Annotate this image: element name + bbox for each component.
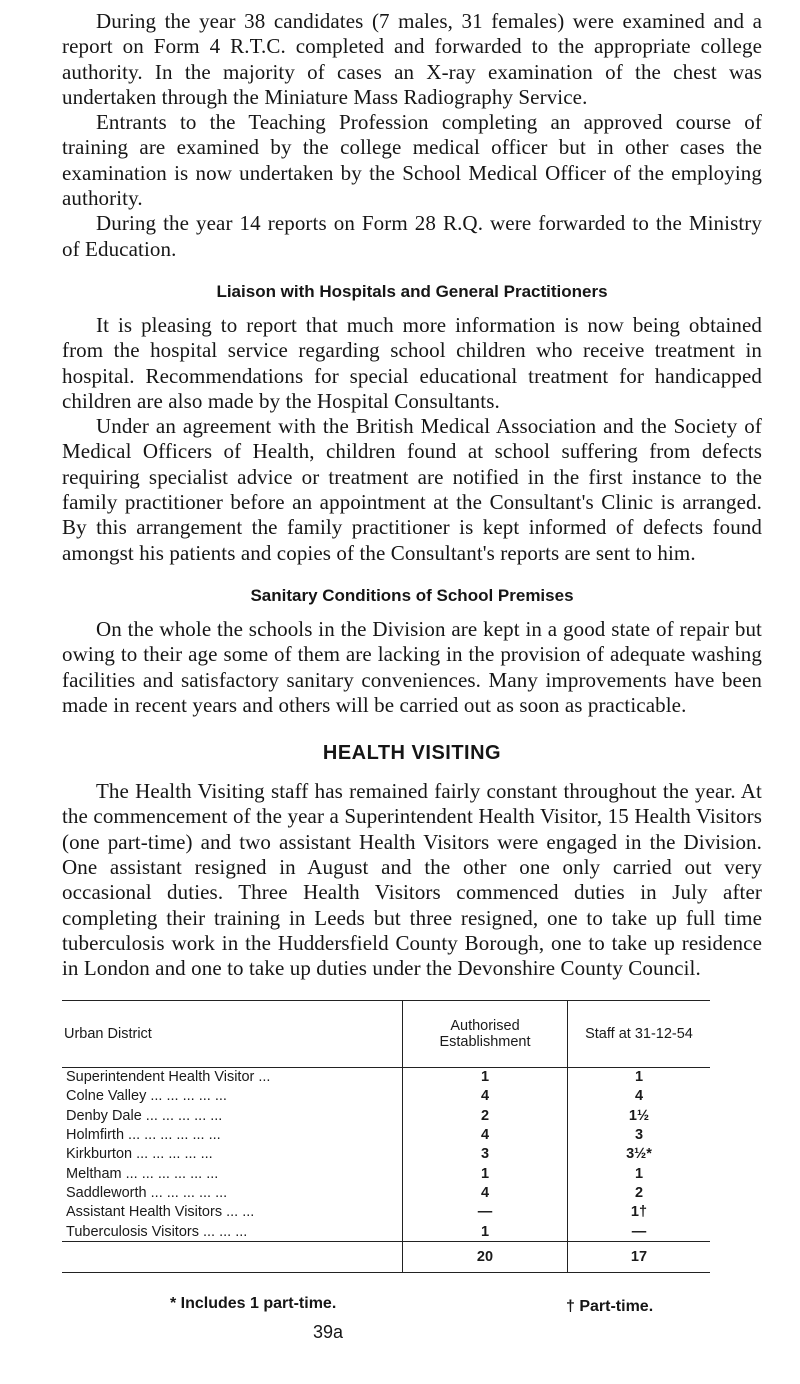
paragraph-staff: The Health Visiting staff has remained fairly constant throughout the year. At the commencement of the year a Superintendent Health Visitor, 15 Health Visitors (one part-time) and two assistant Health Visitors were engaged in the Division. One assistant resigned in August and the other one only carried out very occasional duties. Three Health Visitors commenced duties in July after completing their training in Leeds but three resigned, one to take up full time tuberculosis work in the Huddersfield County Borough, one to take up residence in London and one to take up duties under the Devonshire County Council.: [62, 779, 762, 981]
row-label: Kirkburton ... ... ... ... ...: [62, 1145, 403, 1164]
row-authorised: 2: [403, 1106, 568, 1125]
header-staff-at-date: Staff at 31-12-54: [568, 1000, 711, 1067]
heading-health-visiting: HEALTH VISITING: [322, 742, 502, 765]
table-header-row: [62, 1000, 710, 1067]
total-staff: 17: [568, 1242, 711, 1273]
table-row: [62, 1222, 710, 1242]
paragraph-agreement: Under an agreement with the British Medical Association and the Society of Medical Officers of Health, children found at school suffering from defects requiring specialist advice or treatment are notified in the first instance to the family practitioner before an appointment at the Consultant's Clinic is arranged. By this arrangement the family practitioner is kept informed of defects found amongst his patients and copies of the Consultant's reports are sent to him.: [62, 414, 762, 565]
paragraph-candidates: During the year 38 candidates (7 males, 31 females) were examined and a report on Form 4 R.T.C. completed and forwarded to the appropriate college authority. In the majority of cases an X-ray examination of the chest was undertaken through the Miniature Mass Radiography Service.: [62, 9, 762, 109]
paragraph-reports: During the year 14 reports on Form 28 R.Q. were forwarded to the Ministry of Education.: [62, 211, 762, 261]
table-total-row: [62, 1242, 710, 1273]
table-row: [62, 1106, 710, 1125]
row-label: Assistant Health Visitors ... ...: [62, 1203, 403, 1222]
row-authorised: 1: [403, 1164, 568, 1183]
table-row: [62, 1145, 710, 1164]
row-authorised: 1: [403, 1067, 568, 1087]
row-authorised: 3: [403, 1145, 568, 1164]
paragraph-schools: On the whole the schools in the Division are kept in a good state of repair but owing to their age some of them are lacking in the provision of adequate washing facilities and satisfactory sanitary conveniences. Many improvements have been made in recent years and others will be carried out as soon as practicable.: [62, 616, 762, 717]
heading-liaison: Liaison with Hospitals and General Practitioners: [216, 281, 608, 301]
row-label: Tuberculosis Visitors ... ... ...: [62, 1222, 403, 1242]
row-staff: 2: [634, 1184, 644, 1201]
row-label: Saddleworth ... ... ... ... ...: [62, 1183, 403, 1202]
page-number: 39a: [313, 1322, 344, 1342]
staff-table: [62, 1000, 710, 1274]
header-urban-district: Urban District: [62, 1000, 403, 1067]
row-staff: 3: [634, 1127, 644, 1144]
row-authorised: 4: [403, 1125, 568, 1144]
paragraph-hospital-info: It is pleasing to report that much more information is now being obtained from the hospital service regarding school children who receive treatment in hospital. Recommendations for special educational treatment for handicapped children are also made by the Hospital Consultants.: [62, 312, 762, 413]
heading-sanitary: Sanitary Conditions of School Premises: [250, 585, 574, 605]
row-label: Denby Dale ... ... ... ... ...: [62, 1106, 403, 1125]
row-authorised: 1: [403, 1222, 568, 1242]
row-staff: 1: [634, 1069, 644, 1086]
row-staff: 1: [634, 1165, 644, 1182]
row-label: Meltham ... ... ... ... ... ...: [62, 1164, 403, 1183]
total-label-cell: [62, 1242, 403, 1273]
header-authorised-establishment: Authorised Establishment: [403, 1000, 568, 1067]
table-row: [62, 1087, 710, 1106]
row-staff: 1½: [628, 1107, 650, 1124]
document-page: [62, 0, 762, 1273]
row-label: Superintendent Health Visitor ...: [62, 1067, 403, 1087]
total-authorised: 20: [403, 1242, 568, 1273]
row-staff: —: [631, 1223, 647, 1240]
row-staff: 3½*: [626, 1146, 652, 1163]
row-staff: 1†: [630, 1204, 648, 1221]
table-row: [62, 1067, 710, 1087]
table-row: [62, 1183, 710, 1202]
table-row: [62, 1203, 710, 1222]
footnote-part-time: † Part-time.: [566, 1298, 654, 1315]
table-row: [62, 1164, 710, 1183]
row-authorised: 4: [403, 1087, 568, 1106]
footnote-includes-part-time: * Includes 1 part-time.: [170, 1295, 337, 1312]
row-label: Holmfirth ... ... ... ... ... ...: [62, 1125, 403, 1144]
row-authorised: 4: [403, 1183, 568, 1202]
paragraph-entrants: Entrants to the Teaching Profession completing an approved course of training are examined by the college medical officer but in other cases the examination is now undertaken by the School Medical Officer of the employing authority.: [62, 110, 762, 211]
row-authorised: —: [403, 1203, 568, 1222]
row-staff: 4: [634, 1088, 644, 1105]
table-row: [62, 1125, 710, 1144]
row-label: Colne Valley ... ... ... ... ...: [62, 1087, 403, 1106]
